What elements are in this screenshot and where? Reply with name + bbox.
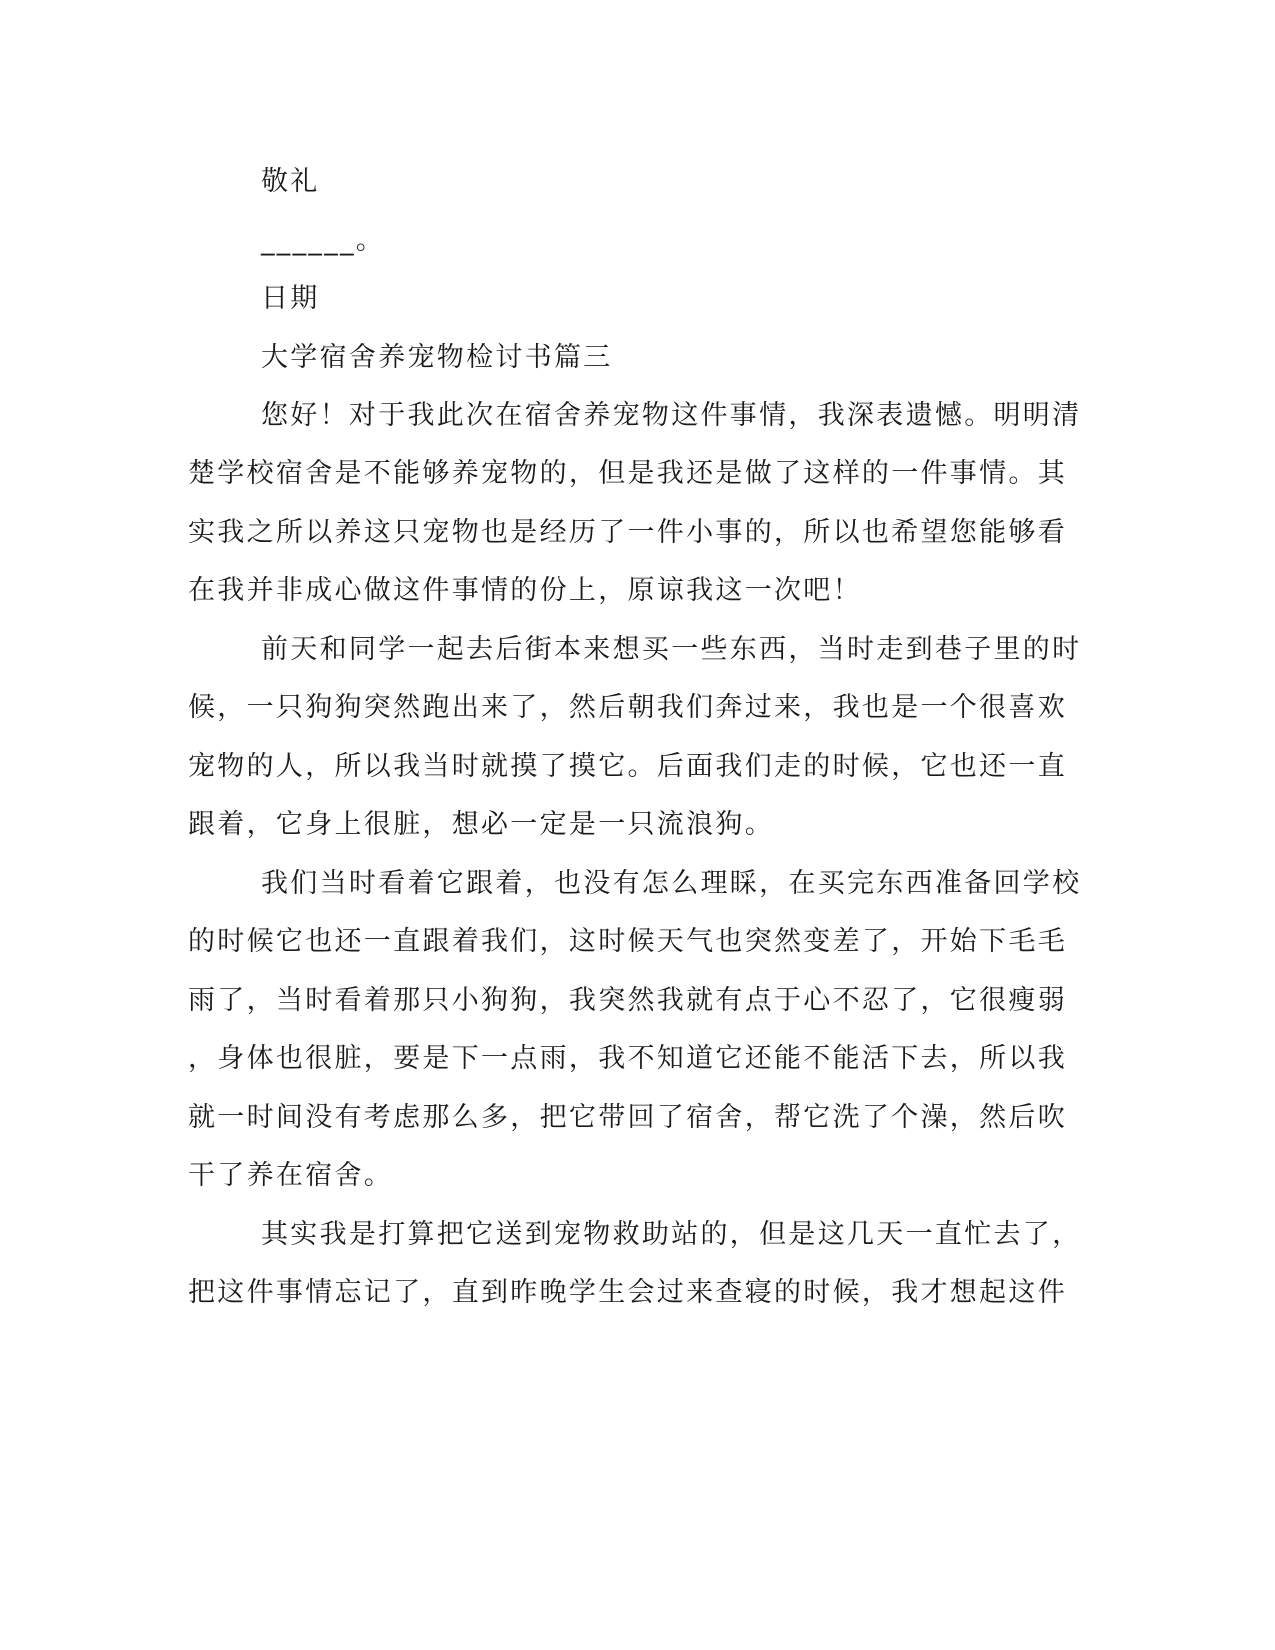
closing-salute: 敬礼 bbox=[261, 166, 320, 197]
paragraph-2-line-3: 宠物的人，所以我当时就摸了摸它。后面我们走的时候，它也还一直 bbox=[188, 751, 1067, 782]
signature-blank: ______。 bbox=[261, 225, 386, 256]
paragraph-1-line-1: 您好！对于我此次在宿舍养宠物这件事情，我深表遗憾。明明清 bbox=[261, 400, 1082, 431]
paragraph-2-line-2: 候，一只狗狗突然跑出来了，然后朝我们奔过来，我也是一个很喜欢 bbox=[188, 692, 1067, 723]
paragraph-2-line-4: 跟着，它身上很脏，想必一定是一只流浪狗。 bbox=[188, 809, 774, 840]
paragraph-4-line-2: 把这件事情忘记了，直到昨晚学生会过来查寝的时候，我才想起这件 bbox=[188, 1277, 1067, 1308]
paragraph-3-line-5: 就一时间没有考虑那么多，把它带回了宿舍，帮它洗了个澡，然后吹 bbox=[188, 1102, 1067, 1133]
date-label: 日期 bbox=[261, 283, 320, 314]
paragraph-1-line-4: 在我并非成心做这件事情的份上，原谅我这一次吧！ bbox=[188, 575, 862, 606]
paragraph-3-line-2: 的时候它也还一直跟着我们，这时候天气也突然变差了，开始下毛毛 bbox=[188, 926, 1067, 957]
paragraph-4-line-1: 其实我是打算把它送到宠物救助站的，但是这几天一直忙去了， bbox=[261, 1219, 1082, 1250]
section-title: 大学宿舍养宠物检讨书篇三 bbox=[261, 342, 613, 373]
paragraph-2-line-1: 前天和同学一起去后街本来想买一些东西，当时走到巷子里的时 bbox=[261, 634, 1082, 665]
paragraph-3-line-4: ，身体也很脏，要是下一点雨，我不知道它还能不能活下去，所以我 bbox=[188, 1043, 1067, 1074]
paragraph-1-line-2: 楚学校宿舍是不能够养宠物的，但是我还是做了这样的一件事情。其 bbox=[188, 458, 1067, 489]
paragraph-3-line-1: 我们当时看着它跟着，也没有怎么理睬，在买完东西准备回学校 bbox=[261, 868, 1082, 899]
paragraph-1-line-3: 实我之所以养这只宠物也是经历了一件小事的，所以也希望您能够看 bbox=[188, 517, 1067, 548]
paragraph-3-line-6: 干了养在宿舍。 bbox=[188, 1160, 394, 1191]
paragraph-3-line-3: 雨了，当时看着那只小狗狗，我突然我就有点于心不忍了，它很瘦弱 bbox=[188, 985, 1067, 1016]
